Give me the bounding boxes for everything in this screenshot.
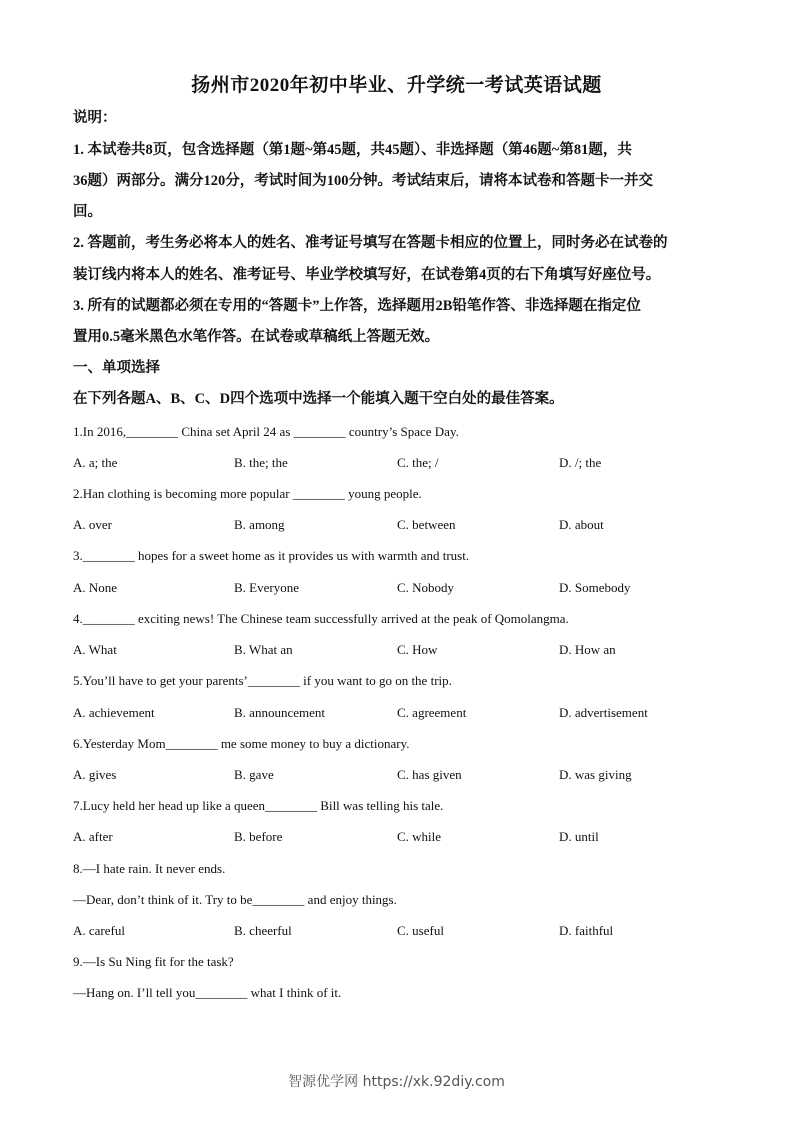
option-a: A. achievement xyxy=(73,705,155,720)
section-title: 一、单项选择 xyxy=(73,360,160,376)
note-line: 置用0.5毫米黑色水笔作答。在试卷或草稿纸上答题无效。 xyxy=(73,329,440,345)
note-line: 回。 xyxy=(73,204,102,220)
option-c: C. the; / xyxy=(397,455,439,470)
option-b: B. gave xyxy=(234,767,274,782)
note-line: 3. 所有的试题都必须在专用的“答题卡”上作答，选择题用2B铅笔作答、非选择题在指定位 xyxy=(73,298,641,314)
option-a: A. gives xyxy=(73,767,117,782)
option-d: D. How an xyxy=(559,642,616,657)
option-a: A. after xyxy=(73,829,113,844)
option-c: C. has given xyxy=(397,767,462,782)
option-d: D. Somebody xyxy=(559,580,631,595)
option-c: C. Nobody xyxy=(397,580,455,595)
question-stem: 1.In 2016,________ China set April 24 as ________ country’s Space Day. xyxy=(73,424,459,439)
question-stem: 6.Yesterday Mom________ me some money to buy a dictionary. xyxy=(73,736,410,751)
question-stem-reply: —Hang on. I’ll tell you________ what I think of it. xyxy=(73,985,342,1000)
option-d: D. until xyxy=(559,829,599,844)
option-d: D. advertisement xyxy=(559,705,648,720)
note-line: 36题）两部分。满分120分，考试时间为100分钟。考试结束后，请将本试卷和答题卡一并交 xyxy=(73,173,653,189)
notes-label: 说明： xyxy=(73,110,117,126)
option-d: D. /; the xyxy=(559,455,602,470)
question-stem: 8.—I hate rain. It never ends. xyxy=(73,861,226,876)
option-a: A. None xyxy=(73,580,118,595)
option-b: B. What an xyxy=(234,642,293,657)
option-b: B. cheerful xyxy=(234,923,292,938)
footer-watermark: 智源优学网 https://xk.92diy.com xyxy=(288,1074,505,1090)
option-a: A. over xyxy=(73,517,112,532)
question-stem: 5.You’ll have to get your parents’________ if you want to go on the trip. xyxy=(73,673,452,688)
note-line: 2. 答题前，考生务必将本人的姓名、准考证号填写在答题卡相应的位置上，同时务必在试卷的 xyxy=(73,235,668,251)
option-d: D. was giving xyxy=(559,767,632,782)
question-stem: 2.Han clothing is becoming more popular ________ young people. xyxy=(73,486,422,501)
option-b: B. announcement xyxy=(234,705,325,720)
note-line: 1. 本试卷共8页，包含选择题（第1题~第45题，共45题）、非选择题（第46题~第81题，共 xyxy=(73,142,632,158)
section-instruction: 在下列各题A、B、C、D四个选项中选择一个能填入题干空白处的最佳答案。 xyxy=(73,391,564,407)
option-b: B. the; the xyxy=(234,455,288,470)
option-d: D. faithful xyxy=(559,923,614,938)
option-c: C. useful xyxy=(397,923,444,938)
note-line: 装订线内将本人的姓名、准考证号、毕业学校填写好，在试卷第4页的右下角填写好座位号。 xyxy=(73,267,661,283)
option-c: C. between xyxy=(397,517,456,532)
option-a: A. a; the xyxy=(73,455,118,470)
question-stem: 9.—Is Su Ning fit for the task? xyxy=(73,954,234,969)
option-b: B. Everyone xyxy=(234,580,299,595)
option-b: B. among xyxy=(234,517,285,532)
question-stem: 4.________ exciting news! The Chinese team successfully arrived at the peak of Qomolangma. xyxy=(73,611,569,626)
question-stem: 7.Lucy held her head up like a queen________ Bill was telling his tale. xyxy=(73,798,444,813)
question-stem-reply: —Dear, don’t think of it. Try to be________ and enjoy things. xyxy=(73,892,397,907)
option-c: C. while xyxy=(397,829,442,844)
option-a: A. What xyxy=(73,642,117,657)
question-stem: 3.________ hopes for a sweet home as it provides us with warmth and trust. xyxy=(73,548,470,563)
option-b: B. before xyxy=(234,829,283,844)
option-c: C. agreement xyxy=(397,705,467,720)
option-a: A. careful xyxy=(73,923,125,938)
option-c: C. How xyxy=(397,642,438,657)
page-title: 扬州市2020年初中毕业、升学统一考试英语试题 xyxy=(191,75,602,96)
option-d: D. about xyxy=(559,517,604,532)
